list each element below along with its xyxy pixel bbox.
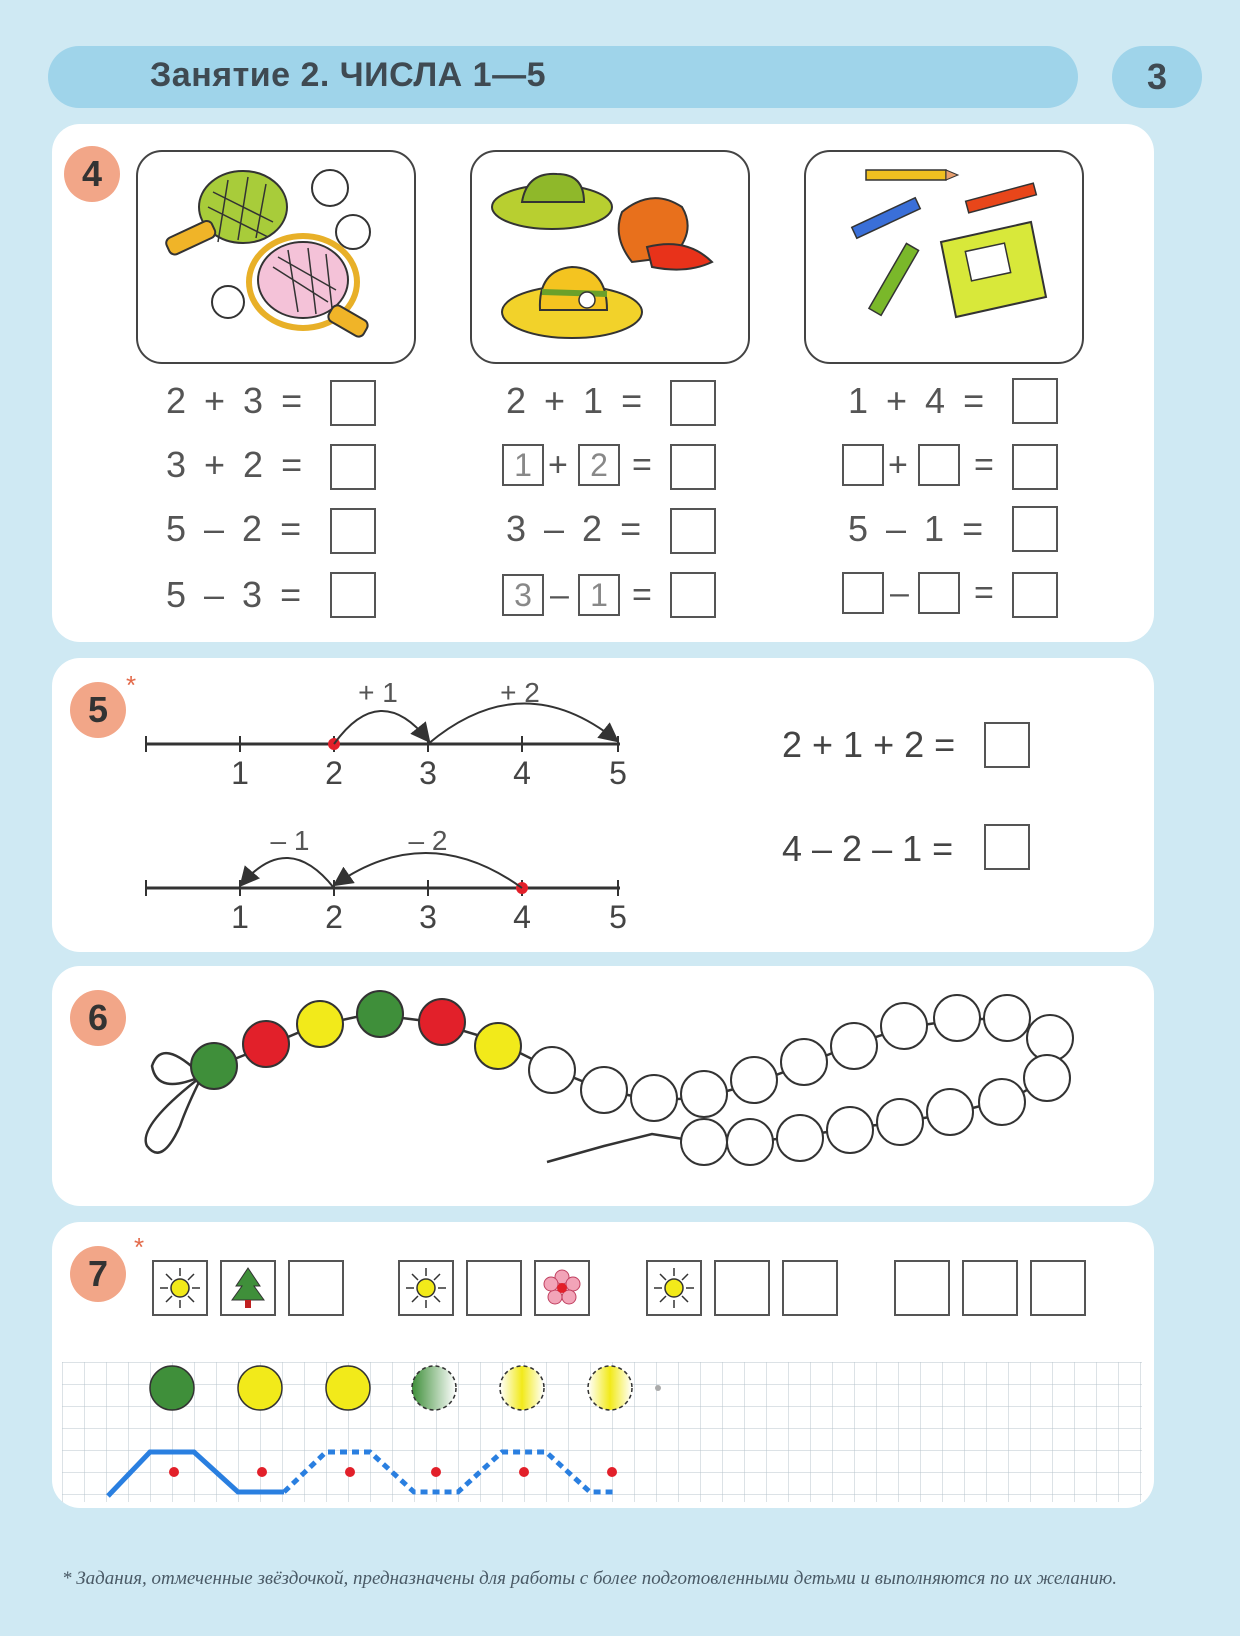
yellow-circle bbox=[326, 1366, 370, 1410]
empty-box[interactable] bbox=[714, 1260, 770, 1316]
yellow-dashed-circle bbox=[500, 1366, 544, 1410]
bead-string bbox=[52, 966, 1154, 1206]
tick-label: 1 bbox=[231, 755, 249, 791]
green-dashed-circle bbox=[412, 1366, 456, 1410]
task-5-badge: 5 bbox=[70, 682, 126, 738]
empty-box[interactable] bbox=[466, 1260, 522, 1316]
grid-area bbox=[62, 1362, 1142, 1502]
empty-bead[interactable] bbox=[831, 1023, 877, 1069]
equation: 3 + 2 = bbox=[166, 444, 307, 485]
blank-number-box[interactable] bbox=[918, 444, 960, 486]
empty-box[interactable] bbox=[894, 1260, 950, 1316]
tree-icon bbox=[222, 1262, 274, 1314]
answer-box[interactable] bbox=[984, 824, 1030, 870]
answer-box[interactable] bbox=[1012, 378, 1058, 424]
answer-box[interactable] bbox=[330, 508, 376, 554]
equals-sign: = bbox=[632, 446, 652, 484]
answer-box[interactable] bbox=[1012, 444, 1058, 490]
sun-icon bbox=[154, 1262, 206, 1314]
answer-box[interactable] bbox=[984, 722, 1030, 768]
blank-number-box[interactable] bbox=[842, 444, 884, 486]
empty-bead[interactable] bbox=[979, 1079, 1025, 1125]
number-lines bbox=[130, 670, 650, 940]
operator: – bbox=[550, 576, 569, 614]
answer-box[interactable] bbox=[670, 444, 716, 490]
equation: 3 – 2 = bbox=[506, 508, 646, 549]
green-bead bbox=[191, 1043, 237, 1089]
empty-bead[interactable] bbox=[1027, 1015, 1073, 1061]
empty-bead[interactable] bbox=[631, 1075, 677, 1121]
page-number: 3 bbox=[1112, 46, 1202, 108]
equation: 5 – 3 = bbox=[166, 574, 306, 615]
equation: 2 + 3 = bbox=[166, 380, 307, 421]
pencils-notebook-icon bbox=[806, 152, 1082, 362]
empty-box[interactable] bbox=[288, 1260, 344, 1316]
given-number-box: 1 bbox=[502, 444, 544, 486]
equation: 2 + 1 = bbox=[506, 380, 647, 421]
empty-bead[interactable] bbox=[934, 995, 980, 1041]
answer-box[interactable] bbox=[1012, 572, 1058, 618]
equals-sign: = bbox=[974, 446, 994, 484]
flower-icon bbox=[536, 1262, 588, 1314]
jump-label: – 1 bbox=[270, 825, 310, 856]
empty-bead[interactable] bbox=[877, 1099, 923, 1145]
page-title: Занятие 2. ЧИСЛА 1—5 bbox=[150, 56, 547, 94]
sun-icon bbox=[648, 1262, 700, 1314]
answer-box[interactable] bbox=[330, 444, 376, 490]
star-mark: * bbox=[126, 670, 137, 700]
task-6-badge: 6 bbox=[70, 990, 126, 1046]
equation: 1 + 4 = bbox=[848, 380, 989, 421]
empty-bead[interactable] bbox=[731, 1057, 777, 1103]
star-mark: * bbox=[134, 1232, 145, 1262]
equation: 5 – 1 = bbox=[848, 508, 988, 549]
empty-bead[interactable] bbox=[927, 1089, 973, 1135]
tick-label: 4 bbox=[513, 755, 531, 791]
jump-arrow bbox=[334, 711, 428, 744]
empty-bead[interactable] bbox=[827, 1107, 873, 1153]
tree-box bbox=[220, 1260, 276, 1316]
empty-bead[interactable] bbox=[1024, 1055, 1070, 1101]
empty-box[interactable] bbox=[782, 1260, 838, 1316]
answer-box[interactable] bbox=[670, 572, 716, 618]
empty-bead[interactable] bbox=[781, 1039, 827, 1085]
jump-label: + 1 bbox=[358, 677, 398, 708]
equals-sign: = bbox=[974, 574, 994, 612]
yellow-circle bbox=[238, 1366, 282, 1410]
jump-label: + 2 bbox=[500, 677, 540, 708]
empty-bead[interactable] bbox=[581, 1067, 627, 1113]
rackets-balls-icon bbox=[138, 152, 414, 362]
tick-label: 2 bbox=[325, 899, 343, 935]
picture-rackets bbox=[136, 150, 416, 364]
given-number-box: 3 bbox=[502, 574, 544, 616]
green-circle bbox=[150, 1366, 194, 1410]
answer-box[interactable] bbox=[330, 380, 376, 426]
operator: – bbox=[890, 574, 909, 612]
sun-box bbox=[152, 1260, 208, 1316]
jump-arrow bbox=[242, 858, 334, 888]
tick-label: 1 bbox=[231, 899, 249, 935]
empty-bead[interactable] bbox=[727, 1119, 773, 1165]
footnote: * Задания, отмеченные звёздочкой, предназначены для работы с более подготовленными детьми и выполняются по их желанию. bbox=[62, 1568, 1117, 1589]
operator: + bbox=[548, 446, 568, 484]
sun-box bbox=[398, 1260, 454, 1316]
picture-hats bbox=[470, 150, 750, 364]
tick-label: 3 bbox=[419, 899, 437, 935]
given-number-box: 2 bbox=[578, 444, 620, 486]
flower-box bbox=[534, 1260, 590, 1316]
answer-box[interactable] bbox=[670, 380, 716, 426]
empty-bead[interactable] bbox=[777, 1115, 823, 1161]
tick-label: 3 bbox=[419, 755, 437, 791]
tick-label: 2 bbox=[325, 755, 343, 791]
answer-box[interactable] bbox=[670, 508, 716, 554]
answer-box[interactable] bbox=[1012, 506, 1058, 552]
blank-number-box[interactable] bbox=[918, 572, 960, 614]
equals-sign: = bbox=[632, 576, 652, 614]
green-bead bbox=[357, 991, 403, 1037]
jump-label: – 2 bbox=[408, 825, 448, 856]
yellow-dashed-circle bbox=[588, 1366, 632, 1410]
equation: 5 – 2 = bbox=[166, 508, 306, 549]
yellow-bead bbox=[475, 1023, 521, 1069]
empty-bead[interactable] bbox=[529, 1047, 575, 1093]
picture-pencils bbox=[804, 150, 1084, 364]
empty-bead[interactable] bbox=[984, 995, 1030, 1041]
sun-box bbox=[646, 1260, 702, 1316]
given-number-box: 1 bbox=[578, 574, 620, 616]
empty-bead[interactable] bbox=[881, 1003, 927, 1049]
empty-box[interactable] bbox=[1030, 1260, 1086, 1316]
tick-label: 5 bbox=[609, 899, 627, 935]
empty-bead[interactable] bbox=[681, 1119, 727, 1165]
answer-box[interactable] bbox=[330, 572, 376, 618]
blank-number-box[interactable] bbox=[842, 572, 884, 614]
red-bead bbox=[243, 1021, 289, 1067]
task-7-badge: 7 bbox=[70, 1246, 126, 1302]
hats-icon bbox=[472, 152, 748, 362]
tick-label: 4 bbox=[513, 899, 531, 935]
operator: + bbox=[888, 446, 908, 484]
empty-box[interactable] bbox=[962, 1260, 1018, 1316]
equation: 4 – 2 – 1 = bbox=[782, 828, 954, 869]
task-4-badge: 4 bbox=[64, 146, 120, 202]
yellow-bead bbox=[297, 1001, 343, 1047]
red-bead bbox=[419, 999, 465, 1045]
tick-label: 5 bbox=[609, 755, 627, 791]
sun-icon bbox=[400, 1262, 452, 1314]
empty-bead[interactable] bbox=[681, 1071, 727, 1117]
equation: 2 + 1 + 2 = bbox=[782, 724, 956, 765]
